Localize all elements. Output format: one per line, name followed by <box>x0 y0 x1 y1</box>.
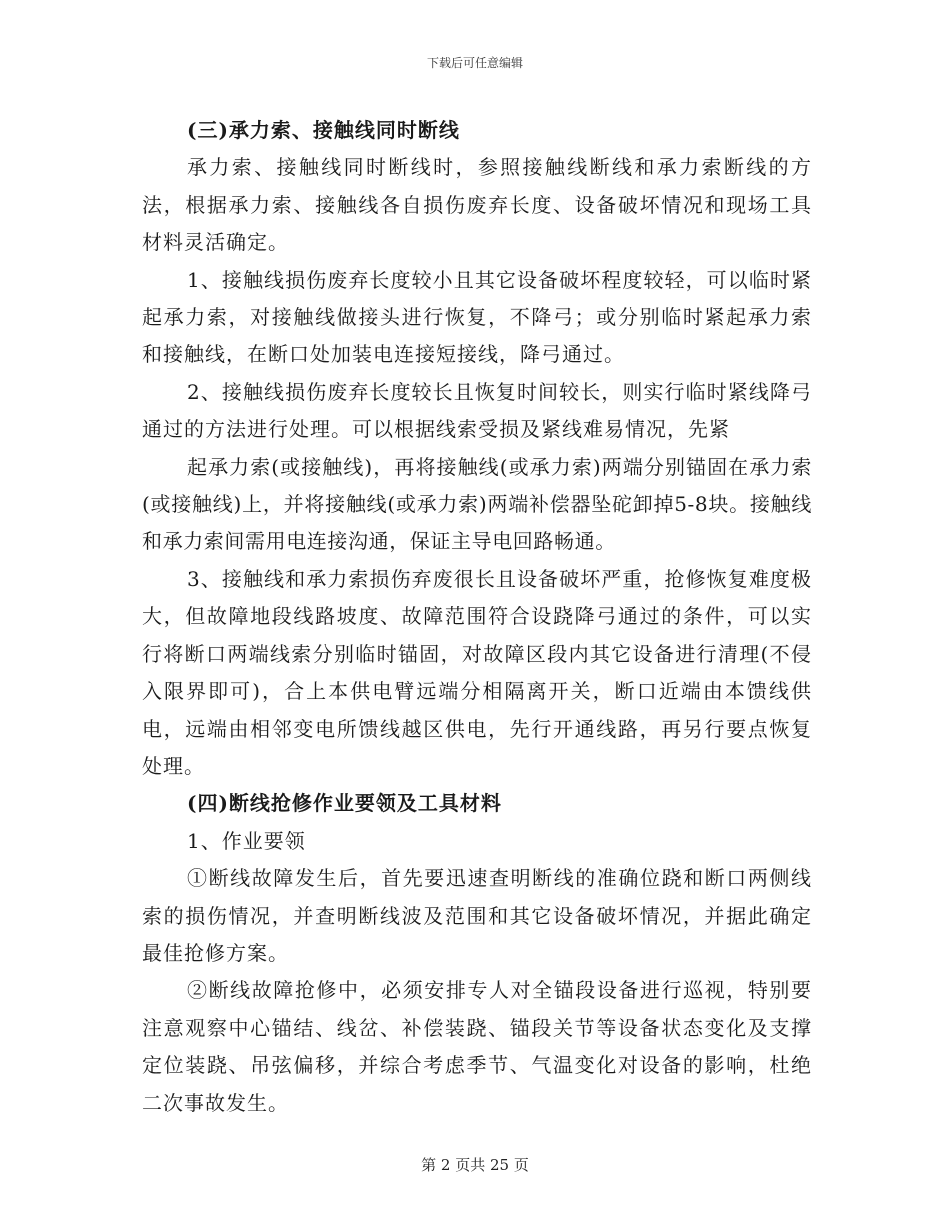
document-body <box>142 112 812 1122</box>
paragraph-intro: 承力索、接触线同时断线时，参照接触线断线和承力索断线的方法，根据承力索、接触线各自损伤废弃长度、设备破坏情况和现场工具材料灵活确定。 <box>142 155 812 255</box>
page-header: 下载后可任意编辑 <box>426 56 523 70</box>
paragraph-point-1: ①断线故障发生后，首先要迅速查明断线的准确位跷和断口两侧线索的损伤情况，并查明断线波及范围和其它设备破坏情况，并据此确定最佳抢修方案。 <box>142 866 812 965</box>
paragraph-item-1: 1、接触线损伤废弃长度较小且其它设备破坏程度较轻，可以临时紧起承力索，对接触线做接头进行恢复，不降弓；或分别临时紧起承力索和接触线，在断口处加装电连接短接线，降弓通过。 <box>142 267 812 367</box>
section-heading-3: (三)承力索、接触线同时断线 <box>187 118 460 142</box>
paragraph-item-2-continued: 起承力索(或接触线)，再将接触线(或承力索)两端分别锚固在承力索(或接触线)上，并将接触线(或承力索)两端补偿器坠砣卸掉5-8块。接触线和承力索间需用电连接沟通，保证主导电回路畅通。 <box>142 454 812 554</box>
section-heading-4: (四)断线抢修作业要领及工具材料 <box>187 791 502 816</box>
subsection-heading-1: 1、作业要领 <box>187 828 306 853</box>
paragraph-point-2: ②断线故障抢修中，必须安排专人对全锚段设备进行巡视，特别要注意观察中心锚结、线岔、补偿装跷、锚段关节等设备状态变化及支撑定位装跷、吊弦偏移，并综合考虑季节、气温变化对设备的影响，杜绝二次事故发生。 <box>142 978 812 1115</box>
page-number: 第 2 页共 25 页 <box>421 1156 529 1174</box>
paragraph-item-3: 3、接触线和承力索损伤弃废很长且设备破坏严重，抢修恢复难度极大，但故障地段线路坡度、故障范围符合设跷降弓通过的条件，可以实行将断口两端线索分别临时锚固，对故障区段内其它设备进行清理(不侵入限界即可)，合上本供电臂远端分相隔离开关，断口近端由本馈线供电，远端由相邻变电所馈线越区供电，先行开通线路，再另行要点恢复处理。 <box>142 566 812 778</box>
paragraph-item-2: 2、接触线损伤废弃长度较长且恢复时间较长，则实行临时紧线降弓通过的方法进行处理。可以根据线索受损及紧线难易情况，先紧 <box>142 379 812 442</box>
